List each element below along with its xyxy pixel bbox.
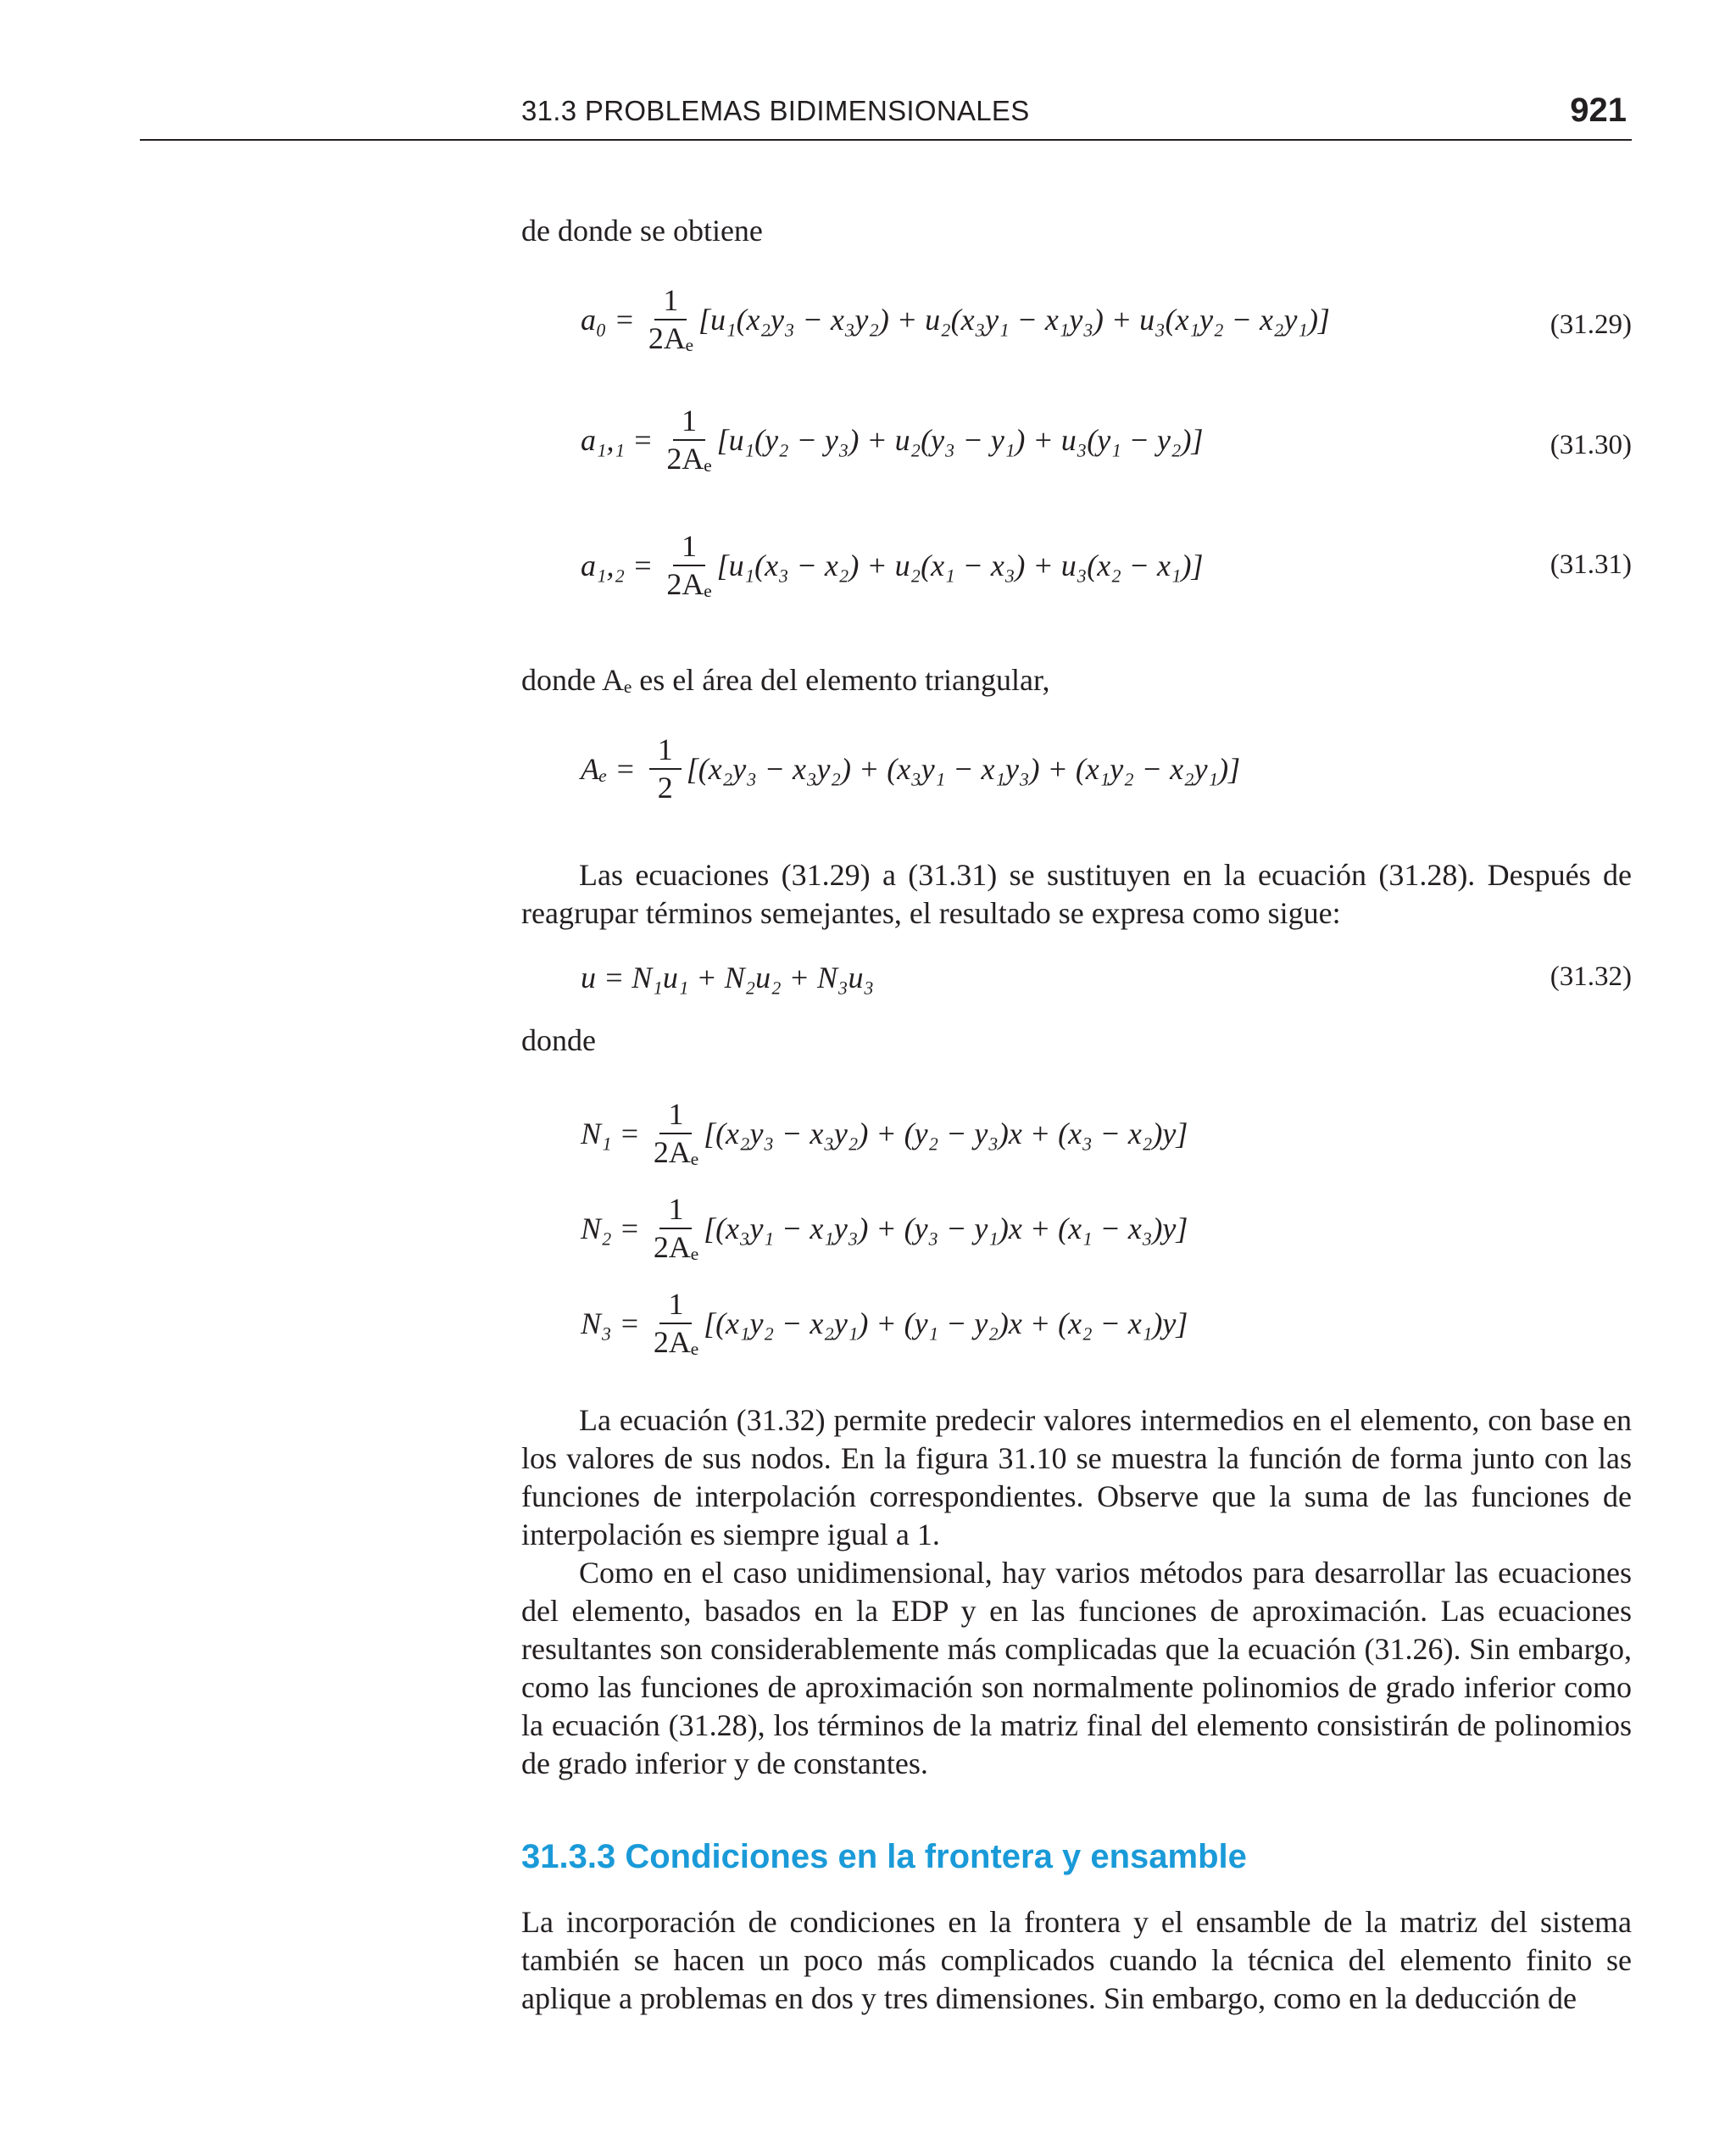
running-header: [140, 92, 1632, 141]
equation-31-29: [581, 285, 1330, 354]
equation-lhs: N₃ =: [581, 1306, 640, 1340]
fraction-numerator: 1: [673, 531, 705, 566]
equation-lhs: a₁,₁ =: [581, 423, 654, 457]
fraction: [666, 405, 711, 475]
equation-n3: [581, 1289, 1188, 1358]
equation-rhs: [u₁(x₂y₃ − x₃y₂) + u₂(x₃y₁ − x₁y₃) + u₃(x₁y₂ − x₂y₁)]: [698, 303, 1330, 337]
equation-lhs: a₁,₂ =: [581, 549, 654, 582]
fraction-numerator: 1: [659, 1099, 692, 1134]
section-heading: 31.3.3 Condiciones en la frontera y ensamble: [521, 1838, 1247, 1875]
equation-rhs: [(x₂y₃ − x₃y₂) + (y₂ − y₃)x + (x₃ − x₂)y]: [704, 1117, 1188, 1150]
paragraph-boundary: La incorporación de condiciones en la frontera y el ensamble de la matriz del sistema también se hacen un poco más complicados cuando la técnica del elemento finito se aplique a problemas en dos y tres dimensiones. Sin embargo, como en la deducción de: [521, 1905, 1632, 2015]
paragraph-intro: de donde se obtiene: [521, 214, 763, 248]
equation-lhs: N₂ =: [581, 1211, 640, 1245]
equation-number: (31.32): [1550, 961, 1632, 992]
equation-rhs: [u₁(y₂ − y₃) + u₂(y₃ − y₁) + u₃(y₁ − y₂)]: [716, 423, 1204, 457]
paragraph-unidimensional: Como en el caso unidimensional, hay varios métodos para desarrollar las ecuaciones del elemento, basados en la EDP y en las funciones de aproximación. Las ecuaciones resultantes son considerablemente más complicadas que la ecuación (31.26). Sin embargo, como las funciones de aproximación son normalmente polinomios de grado inferior como la ecuación (31.28), los términos de la matriz final del elemento consistirán de polinomios de grado inferior y de constantes.: [521, 1556, 1632, 1780]
fraction-numerator: 1: [673, 405, 705, 441]
fraction-denominator: 2Aₑ: [653, 1135, 699, 1169]
fraction-denominator: 2Aₑ: [666, 442, 712, 476]
fraction: [648, 285, 693, 354]
section-title: 31.3 PROBLEMAS BIDIMENSIONALES: [521, 95, 1030, 126]
fraction-denominator: 2Aₑ: [653, 1325, 699, 1359]
equation-rhs: [u₁(x₃ − x₂) + u₂(x₁ − x₃) + u₃(x₂ − x₁)]: [716, 549, 1204, 582]
fraction: [666, 531, 711, 600]
equation-body: u = N₁u₁ + N₂u₂ + N₃u₃: [581, 961, 875, 994]
equation-n2: [581, 1194, 1188, 1263]
fraction: [654, 1099, 698, 1168]
paragraph-eq32: La ecuación (31.32) permite predecir valores intermedios en el elemento, con base en los valores de sus nodos. En la figura 31.10 se muestra la función de forma junto con las funciones de interpolación correspondientes. Observe que la suma de las funciones de interpolación es siempre igual a 1.: [521, 1403, 1632, 1551]
fraction-numerator: 1: [654, 285, 687, 320]
equation-rhs: [(x₂y₃ − x₃y₂) + (x₃y₁ − x₁y₃) + (x₁y₂ − x₂y₁)]: [686, 752, 1241, 786]
fraction-denominator: 2Aₑ: [653, 1230, 699, 1264]
equation-number: (31.30): [1550, 430, 1632, 460]
equation-rhs: [(x₁y₂ − x₂y₁) + (y₁ − y₂)x + (x₂ − x₁)y]: [704, 1306, 1188, 1340]
page-number: 921: [1570, 92, 1627, 129]
equation-area: [581, 734, 1240, 804]
fraction-numerator: 1: [659, 1194, 692, 1229]
paragraph-substitution: Las ecuaciones (31.29) a (31.31) se sustituyen en la ecuación (31.28). Después de reagrupar términos semejantes, el resultado se expresa como sigue:: [521, 858, 1632, 930]
equation-lhs: a₀ =: [581, 303, 635, 337]
equation-lhs: N₁ =: [581, 1117, 640, 1150]
fraction-numerator: 1: [659, 1289, 692, 1324]
equation-lhs: Aₑ =: [581, 752, 636, 786]
equation-number: (31.31): [1550, 549, 1632, 580]
equation-31-32: [581, 960, 874, 995]
paragraph-area: donde Aₑ es el área del elemento triangular,: [521, 663, 1050, 697]
fraction-numerator: 1: [649, 734, 682, 770]
fraction-denominator: 2Aₑ: [648, 321, 694, 355]
paragraph-donde: donde: [521, 1023, 596, 1057]
equation-31-31: [581, 531, 1204, 600]
fraction-denominator: 2Aₑ: [666, 567, 712, 601]
equation-number: (31.29): [1550, 309, 1632, 340]
fraction: [649, 734, 682, 804]
equation-31-30: [581, 405, 1204, 475]
equation-rhs: [(x₃y₁ − x₁y₃) + (y₃ − y₁)x + (x₁ − x₃)y]: [704, 1211, 1188, 1245]
fraction: [654, 1194, 698, 1263]
fraction-denominator: 2: [657, 771, 673, 805]
equation-n1: [581, 1099, 1188, 1168]
fraction: [654, 1289, 698, 1358]
